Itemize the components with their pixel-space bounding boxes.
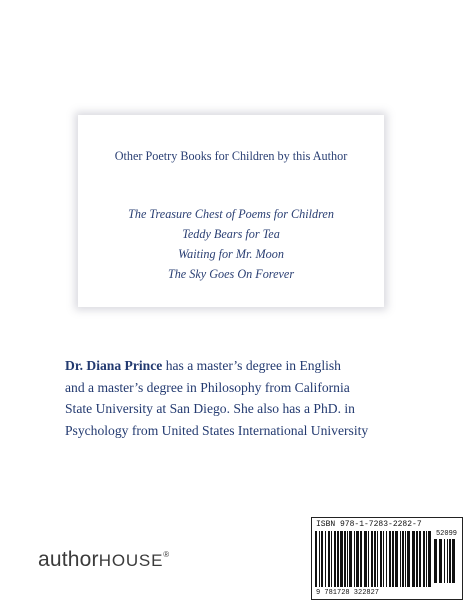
author-bio <box>65 355 405 441</box>
isbn-barcode <box>311 517 463 600</box>
addon-bars <box>434 539 458 583</box>
bio-line-4: Psychology from United States International University <box>65 422 369 438</box>
barcode-bars <box>315 531 433 587</box>
book-title-1: The Treasure Chest of Poems for Children <box>128 207 334 221</box>
book-title-3: Waiting for Mr. Moon <box>178 247 284 261</box>
book-title-2: Teddy Bears for Tea <box>182 227 280 241</box>
isbn-text: ISBN 978-1-7283-2282-7 <box>316 520 422 529</box>
bio-line-2: and a master’s degree in Philosophy from California <box>65 379 350 395</box>
book-title-4: The Sky Goes On Forever <box>167 267 295 281</box>
publisher-logo <box>38 548 169 572</box>
book-list <box>78 204 384 284</box>
author-name: Dr. Diana Prince <box>65 358 163 373</box>
registered-mark: ® <box>163 550 170 559</box>
publisher-logo-lower: author <box>38 548 99 571</box>
panel-heading: Other Poetry Books for Children by this Author <box>114 149 348 163</box>
publisher-logo-upper: HOUSE <box>98 551 164 570</box>
other-books-panel <box>78 115 384 307</box>
bio-line-3: State University at San Diego. She also has a PhD. in <box>65 401 355 416</box>
bio-line-1-rest: has a master’s degree in English <box>162 358 341 373</box>
barcode-addon: 52099 <box>435 530 457 538</box>
bio-line-1 <box>65 355 405 377</box>
barcode-digits: 9 781728 322827 <box>316 589 380 597</box>
